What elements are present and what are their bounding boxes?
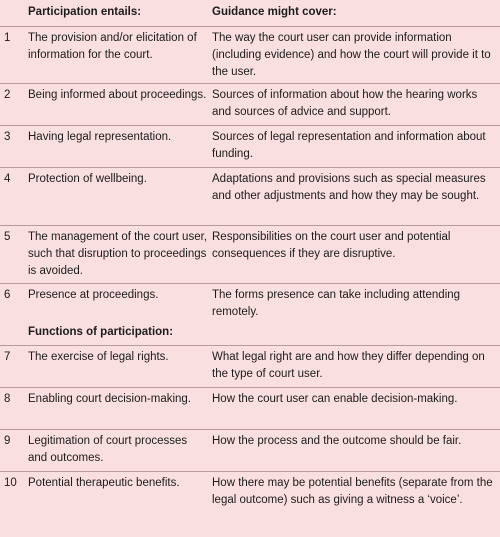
row-number: 8	[4, 393, 11, 405]
guidance-cell: Sources of legal representation and information about funding.	[212, 131, 486, 160]
participation-cell: Potential therapeutic benefits.	[28, 477, 180, 489]
guidance-cell: The forms presence can take including attending remotely.	[212, 289, 461, 318]
table-row	[0, 26, 500, 83]
table-row	[0, 283, 500, 324]
table-row	[0, 225, 500, 283]
participation-cell: Presence at proceedings.	[28, 289, 159, 301]
header-participation-entails: Participation entails:	[28, 6, 142, 18]
functions-heading-row	[0, 324, 500, 345]
header-guidance-might-cover: Guidance might cover:	[212, 6, 337, 18]
table-row	[0, 471, 500, 530]
participation-cell: Legitimation of court processes and outcomes.	[28, 435, 188, 464]
table-row	[0, 345, 500, 387]
participation-cell: Enabling court decision-making.	[28, 393, 192, 405]
row-number: 5	[4, 231, 11, 243]
row-number: 10	[4, 477, 17, 489]
guidance-cell: How there may be potential benefits (separate from the legal outcome) such as giving a witness a ‘voice’.	[212, 477, 493, 506]
row-number: 7	[4, 351, 11, 363]
table-row	[0, 125, 500, 167]
row-number: 4	[4, 173, 11, 185]
participation-cell: The management of the court user, such that disruption to proceedings is avoided.	[28, 231, 207, 277]
row-number: 3	[4, 131, 11, 143]
guidance-cell: Sources of information about how the hearing works and sources of advice and support.	[212, 89, 478, 118]
table-header-row	[0, 0, 500, 26]
participation-cell: The exercise of legal rights.	[28, 351, 169, 363]
participation-cell: The provision and/or elicitation of information for the court.	[28, 32, 197, 61]
guidance-cell: What legal right are and how they differ depending on the type of court user.	[212, 351, 485, 380]
guidance-cell: How the court user can enable decision-making.	[212, 393, 458, 405]
row-number: 6	[4, 289, 11, 301]
participation-cell: Protection of wellbeing.	[28, 173, 147, 185]
table-row	[0, 83, 500, 125]
table-row	[0, 387, 500, 429]
guidance-cell: The way the court user can provide information (including evidence) and how the court will provide it to the user.	[212, 32, 491, 78]
participation-cell: Being informed about proceedings.	[28, 89, 207, 101]
guidance-cell: Responsibilities on the court user and potential consequences if they are disruptive.	[212, 231, 451, 260]
guidance-cell: How the process and the outcome should be fair.	[212, 435, 462, 447]
table-row	[0, 167, 500, 225]
row-number: 2	[4, 89, 11, 101]
row-number: 9	[4, 435, 11, 447]
guidance-cell: Adaptations and provisions such as special measures and other adjustments and how they may be sought.	[212, 173, 486, 202]
participation-cell: Having legal representation.	[28, 131, 172, 143]
table-row	[0, 429, 500, 471]
functions-of-participation-heading: Functions of participation:	[28, 326, 174, 338]
row-number: 1	[4, 32, 11, 44]
